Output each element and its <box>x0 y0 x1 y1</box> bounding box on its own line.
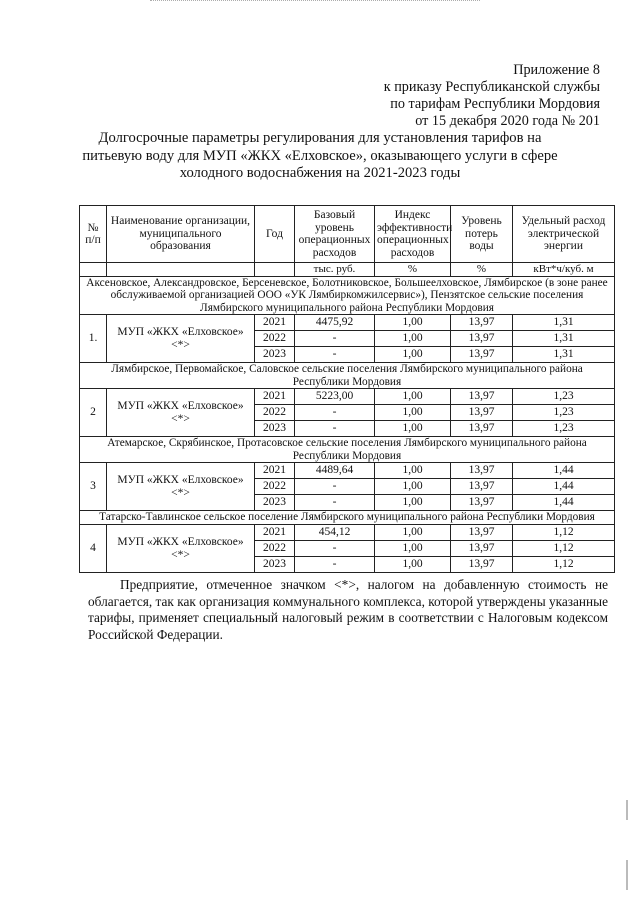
cell-energy: 1,12 <box>513 525 615 541</box>
unit-energy: кВт*ч/куб. м <box>513 263 615 277</box>
cell-year: 2023 <box>255 557 295 573</box>
cell-year: 2022 <box>255 541 295 557</box>
cell-loss: 13,97 <box>451 347 513 363</box>
unit-loss: % <box>451 263 513 277</box>
row-number: 3 <box>80 463 107 511</box>
cell-energy: 1,31 <box>513 331 615 347</box>
tariff-table <box>79 205 615 573</box>
header-year: Год <box>255 206 295 263</box>
table-row <box>80 463 615 479</box>
org-name: МУП «ЖКХ «Елховское» <*> <box>107 525 255 573</box>
unit-index: % <box>375 263 451 277</box>
appendix-line: по тарифам Республики Мордовия <box>390 96 600 112</box>
scan-noise <box>150 0 480 4</box>
document-title <box>60 130 580 183</box>
region-text: Атемарское, Скрябинское, Протасовское сельские поселения Лямбирского муниципального района Республики Мордовия <box>80 437 615 463</box>
table-row <box>80 389 615 405</box>
cell-energy: 1,23 <box>513 389 615 405</box>
scan-edge-mark <box>626 800 628 820</box>
cell-year: 2022 <box>255 331 295 347</box>
cell-loss: 13,97 <box>451 525 513 541</box>
cell-base: - <box>295 495 375 511</box>
header-energy: Удельный расход электрической энергии <box>513 206 615 263</box>
cell-base: - <box>295 405 375 421</box>
row-number: 4 <box>80 525 107 573</box>
cell-loss: 13,97 <box>451 315 513 331</box>
footnote: Предприятие, отмеченное значком <*>, налогом на добавленную стоимость не облагается, так как организация коммунального комплекса, которой утверждены указанные тарифы, применяет специальный налоговый режим в соответствии с Налоговым кодексом Российской Федерации. <box>88 577 608 642</box>
cell-index: 1,00 <box>375 495 451 511</box>
cell-energy: 1,12 <box>513 557 615 573</box>
cell-loss: 13,97 <box>451 463 513 479</box>
cell-index: 1,00 <box>375 331 451 347</box>
header-index: Индекс эффективности операционных расходов <box>375 206 451 263</box>
cell-year: 2021 <box>255 525 295 541</box>
cell-year: 2023 <box>255 421 295 437</box>
cell-energy: 1,23 <box>513 421 615 437</box>
appendix-line: от 15 декабря 2020 года № 201 <box>415 113 600 129</box>
cell-energy: 1,23 <box>513 405 615 421</box>
cell-year: 2021 <box>255 463 295 479</box>
org-name: МУП «ЖКХ «Елховское» <*> <box>107 389 255 437</box>
cell-base: - <box>295 331 375 347</box>
header-org: Наименование организации, муниципального образования <box>107 206 255 263</box>
unit-base: тыс. руб. <box>295 263 375 277</box>
cell-base: - <box>295 347 375 363</box>
cell-base: 4475,92 <box>295 315 375 331</box>
cell-energy: 1,44 <box>513 495 615 511</box>
title-line: Долгосрочные параметры регулирования для установления тарифов на <box>98 130 542 146</box>
cell-index: 1,00 <box>375 479 451 495</box>
cell-index: 1,00 <box>375 541 451 557</box>
org-name: МУП «ЖКХ «Елховское» <*> <box>107 315 255 363</box>
cell-loss: 13,97 <box>451 541 513 557</box>
cell-index: 1,00 <box>375 389 451 405</box>
cell-energy: 1,44 <box>513 479 615 495</box>
units-row <box>80 263 615 277</box>
cell-index: 1,00 <box>375 525 451 541</box>
cell-energy: 1,31 <box>513 315 615 331</box>
cell-loss: 13,97 <box>451 405 513 421</box>
scan-edge-mark <box>626 860 628 890</box>
cell-energy: 1,12 <box>513 541 615 557</box>
cell-loss: 13,97 <box>451 389 513 405</box>
row-number: 2 <box>80 389 107 437</box>
cell-energy: 1,44 <box>513 463 615 479</box>
region-text: Татарско-Тавлинское сельское поселение Лямбирского муниципального района Республики Мордовия <box>80 511 615 525</box>
cell-base: 5223,00 <box>295 389 375 405</box>
cell-base: - <box>295 421 375 437</box>
table-row <box>80 525 615 541</box>
region-row <box>80 276 615 315</box>
cell-loss: 13,97 <box>451 557 513 573</box>
cell-loss: 13,97 <box>451 479 513 495</box>
cell-index: 1,00 <box>375 347 451 363</box>
region-text: Аксеновское, Александровское, Берсеневское, Болотниковское, Большеелховское, Лямбирское (в зоне ранее обслуживаемой организацией ООО «УК Лямбиркомжилсервис»), Пензятское сельские поселения Лямбирского муниципального района Республики Мордовия <box>80 276 615 315</box>
table-row <box>80 315 615 331</box>
cell-base: 454,12 <box>295 525 375 541</box>
cell-loss: 13,97 <box>451 495 513 511</box>
cell-loss: 13,97 <box>451 331 513 347</box>
cell-year: 2023 <box>255 347 295 363</box>
cell-index: 1,00 <box>375 463 451 479</box>
row-number: 1. <box>80 315 107 363</box>
region-row <box>80 363 615 389</box>
cell-year: 2021 <box>255 389 295 405</box>
appendix-line: Приложение 8 <box>513 62 600 78</box>
cell-base: - <box>295 541 375 557</box>
cell-index: 1,00 <box>375 405 451 421</box>
appendix-header <box>384 62 600 130</box>
cell-base: - <box>295 479 375 495</box>
cell-year: 2022 <box>255 479 295 495</box>
header-num: № п/п <box>80 206 107 263</box>
header-row <box>80 206 615 263</box>
region-row <box>80 437 615 463</box>
appendix-line: к приказу Республиканской службы <box>383 79 600 95</box>
cell-year: 2021 <box>255 315 295 331</box>
cell-index: 1,00 <box>375 421 451 437</box>
cell-loss: 13,97 <box>451 421 513 437</box>
title-line: питьевую воду для МУП «ЖКХ «Елховское», оказывающего услуги в сфере <box>82 147 558 164</box>
header-base: Базовый уровень операционных расходов <box>295 206 375 263</box>
cell-year: 2022 <box>255 405 295 421</box>
org-name: МУП «ЖКХ «Елховское» <*> <box>107 463 255 511</box>
cell-base: 4489,64 <box>295 463 375 479</box>
cell-energy: 1,31 <box>513 347 615 363</box>
cell-year: 2023 <box>255 495 295 511</box>
header-loss: Уровень потерь воды <box>451 206 513 263</box>
cell-index: 1,00 <box>375 557 451 573</box>
title-line: холодного водоснабжения на 2021-2023 годы <box>179 165 461 181</box>
cell-base: - <box>295 557 375 573</box>
region-text: Лямбирское, Первомайское, Саловское сельские поселения Лямбирского муниципального района Республики Мордовия <box>80 363 615 389</box>
region-row <box>80 511 615 525</box>
cell-index: 1,00 <box>375 315 451 331</box>
